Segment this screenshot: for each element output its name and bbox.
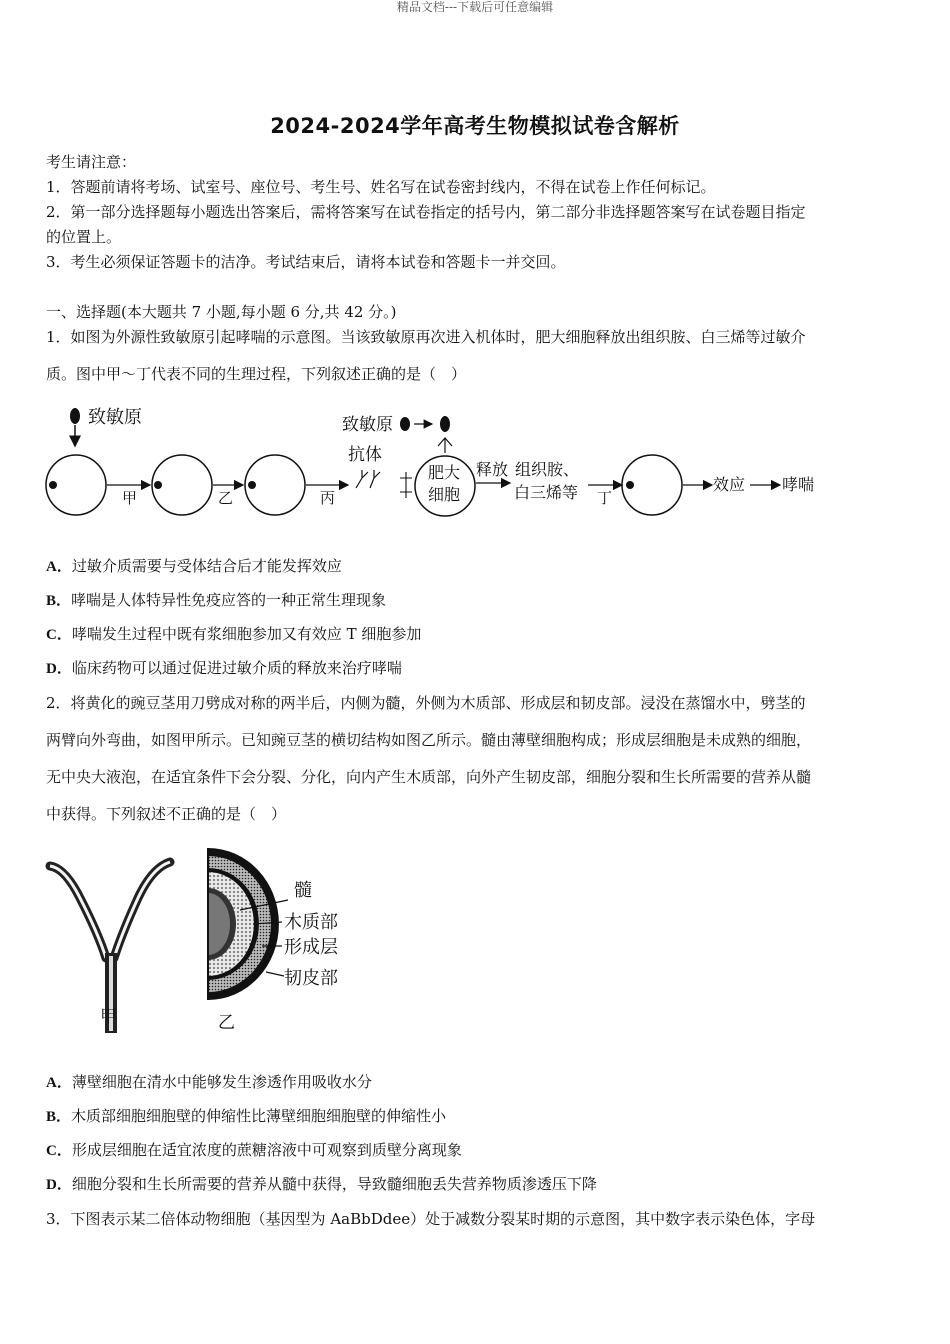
q2-option-a: A．薄壁细胞在清水中能够发生渗透作用吸收水分 <box>46 1073 372 1091</box>
q3-stem-line-1: 3．下图表示某二倍体动物细胞（基因型为 AaBbDdee）处于减数分裂某时期的示意图，其中数字表示染色体，字母 <box>46 1210 816 1228</box>
mediator-label-2: 白三烯等 <box>514 483 579 502</box>
label-pith: 髓 <box>294 880 312 901</box>
mediator-label-1: 组织胺、 <box>515 460 580 479</box>
label-phloem: 韧皮部 <box>284 968 338 989</box>
section-title: 一、选择题(本大题共 7 小题,每小题 6 分,共 42 分。) <box>46 303 397 321</box>
effect-label: 效应 <box>713 475 746 494</box>
page-title: 2024-2024学年高考生物模拟试卷含解析 <box>270 114 680 138</box>
figure-label-jia: 甲 <box>100 1007 117 1027</box>
step-bing: 丙 <box>320 489 336 507</box>
q2-stem-line-2: 两臂向外弯曲，如图甲所示。已知豌豆茎的横切结构如图乙所示。髓由薄壁细胞构成；形成层细胞是未成熟的细胞， <box>46 731 812 749</box>
allergen-right-label: 致敏原 <box>342 415 393 435</box>
q2-option-b: B．木质部细胞细胞壁的伸缩性比薄壁细胞细胞壁的伸缩性小 <box>46 1107 447 1125</box>
step-yi: 乙 <box>218 489 234 507</box>
split-stem-left-arm <box>50 866 106 958</box>
q2-stem-line-4: 中获得。下列叙述不正确的是（ ） <box>46 805 287 823</box>
label-cambium: 形成层 <box>284 937 338 958</box>
allergen-label: 致敏原 <box>88 407 142 428</box>
allergen-dot <box>70 408 80 424</box>
q1-option-c: C．哮喘发生过程中既有浆细胞参加又有效应 T 细胞参加 <box>46 625 422 643</box>
q2-stem-line-3: 无中央大液泡，在适宜条件下会分裂、分化，向内产生木质部，向外产生韧皮部，细胞分裂和生长所需要的营养从髓 <box>46 768 812 786</box>
q1-option-d: D．临床药物可以通过促进过敏介质的释放来治疗哮喘 <box>46 659 402 677</box>
notice-item-2: 2．第一部分选择题每小题选出答案后，需将答案写在试卷指定的括号内，第二部分非选择题答案写在试卷题目指定 <box>46 203 806 221</box>
q2-figure <box>40 838 370 1038</box>
notice-heading: 考生请注意： <box>46 153 137 171</box>
antibody-label: 抗体 <box>348 445 382 465</box>
q1-figure <box>40 398 840 528</box>
release-label: 释放 <box>476 460 509 479</box>
label-xylem: 木质部 <box>284 912 338 933</box>
q1-option-a: A．过敏介质需要与受体结合后才能发挥效应 <box>46 557 342 575</box>
mast-cell-label-1: 肥大 <box>428 463 461 482</box>
notice-item-3: 3．考生必须保证答题卡的洁净。考试结束后，请将本试卷和答题卡一并交回。 <box>46 253 566 271</box>
page-header: 精品文档---下载后可任意编辑 <box>396 0 554 14</box>
notice-item-1: 1．答题前请将考场、试室号、座位号、考生号、姓名写在试卷密封线内，不得在试卷上作任何标记。 <box>46 178 716 196</box>
asthma-label: 哮喘 <box>782 475 815 494</box>
q1-stem-line-1: 1．如图为外源性致敏原引起哮喘的示意图。当该致敏原再次进入机体时，肥大细胞释放出组织胺、白三烯等过敏介 <box>46 328 806 346</box>
split-stem-right-arm <box>114 862 170 958</box>
step-ding: 丁 <box>597 489 613 507</box>
q2-option-d: D．细胞分裂和生长所需要的营养从髓中获得，导致髓细胞丢失营养物质渗透压下降 <box>46 1175 597 1193</box>
figure-label-yi: 乙 <box>218 1013 235 1033</box>
mast-cell-label-2: 细胞 <box>428 485 461 504</box>
notice-item-2-cont: 的位置上。 <box>46 228 122 246</box>
q1-option-b: B．哮喘是人体特异性免疫应答的一种正常生理现象 <box>46 591 387 609</box>
q1-stem-line-2: 质。图中甲～丁代表不同的生理过程，下列叙述正确的是（ ） <box>46 365 467 383</box>
step-jia: 甲 <box>122 489 138 507</box>
q2-stem-line-1: 2．将黄化的豌豆茎用刀劈成对称的两半后，内侧为髓，外侧为木质部、形成层和韧皮部。浸没在蒸馏水中，劈茎的 <box>46 694 806 712</box>
q2-option-c: C．形成层细胞在适宜浓度的蔗糖溶液中可观察到质壁分离现象 <box>46 1141 462 1159</box>
